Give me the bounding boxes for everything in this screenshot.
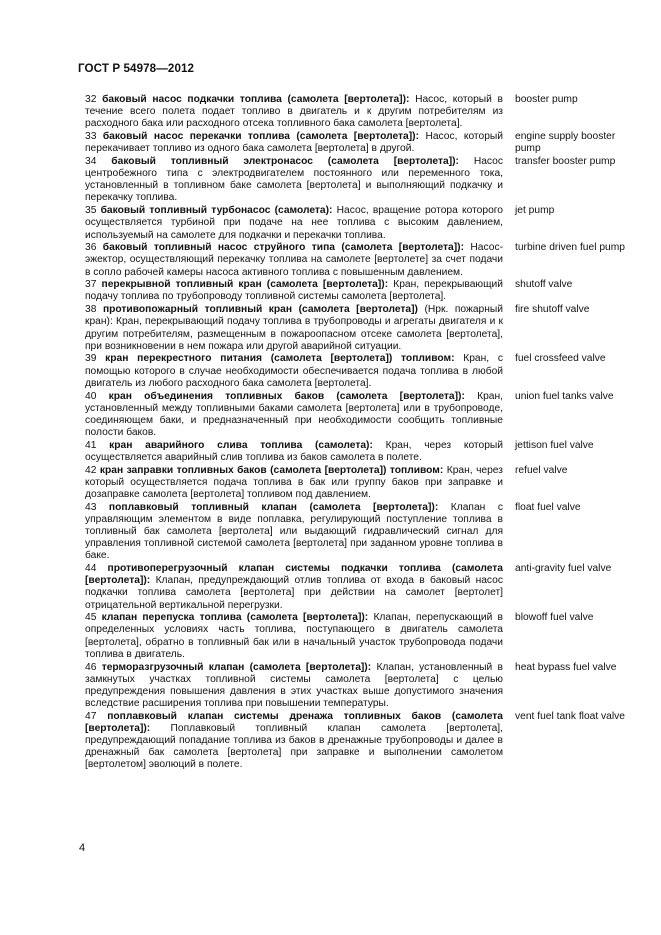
term-english: engine supply booster pump [515, 131, 616, 155]
term-definition: Клапан, перепускающий в определенных условиях часть топлива, поступающего в двигатель самолета [вертолета], обратно в топливный бак или в начальный участок трубопровода подачи топлива в двигатель. [85, 612, 504, 660]
term-definition: Насос центробежного типа с электродвигателем постоянного или переменного тока, установленный в топливном баке самолета [вертолета] и выполняющий подкачку и перекачку топлива. [85, 155, 503, 204]
term-definition: Насос, который перекачивает топливо из одного бака самолета [вертолета] в другой. [85, 131, 504, 155]
term-definition: (Нрк. пожарный кран): Кран, перекрывающий подачу топлива в трубопроводы и агрегаты двигателя и к другим потребителям, размещенным в пожароопасном отсеке самолета [вертолета], при возникновении в нем пожара или другой аварийной ситуации. [85, 304, 503, 352]
term-entry-33 [85, 131, 625, 155]
term-entry-43 [85, 502, 625, 563]
term-entry-44 [85, 563, 625, 612]
term-entry-39 [85, 353, 625, 389]
term-definition-ru [85, 711, 503, 772]
term-number: 43 [85, 501, 97, 513]
term-definition-ru [85, 353, 503, 389]
term-entry-32 [85, 94, 625, 130]
term-number: 37 [85, 279, 97, 291]
term-name: перекрывной топливный кран (самолета [вертолета]): [101, 279, 389, 291]
term-english: jettison fuel valve [515, 439, 594, 451]
term-definition-ru [85, 662, 503, 711]
term-definition: Насос, вращение ротора которого осуществляется турбиной при подаче на нее топлива с высоким давлением, используемый на самолете для подкачки и перекачки топлива. [85, 205, 503, 241]
term-english: jet pump [515, 205, 555, 217]
term-definition-ru [85, 205, 503, 241]
term-english: anti-gravity fuel valve [515, 563, 612, 575]
term-number: 46 [85, 661, 97, 673]
term-name: клапан перепуска топлива (самолета [вертолета]): [101, 612, 369, 624]
term-number: 42 [85, 464, 97, 476]
term-entry-38 [85, 304, 625, 353]
term-definition-ru [85, 94, 503, 130]
term-english: shutoff valve [515, 279, 573, 291]
term-name: кран аварийного слива топлива (самолета): [109, 439, 373, 451]
term-english: booster pump [515, 94, 578, 105]
term-english: heat bypass fuel valve [515, 661, 617, 673]
term-number: 34 [85, 155, 97, 167]
term-entry-47 [85, 711, 625, 772]
term-definition: Кран, через который осуществляется аварийный слив топлива из баков самолета в полете. [85, 439, 503, 463]
term-definition: Насос, который в течение всего полета подает топливо в двигатель и к другим потребителям из расходного бака или расходного отсека топливного бака самолета [вертолета]. [85, 94, 503, 130]
term-english: vent fuel tank float valve [515, 710, 625, 722]
term-number: 45 [85, 612, 97, 624]
term-entry-37 [85, 279, 625, 303]
term-name: баковый насос перекачки топлива (самолета [вертолета]): [102, 131, 420, 143]
term-definition-ru [85, 502, 503, 563]
term-definition-ru [85, 304, 503, 353]
term-number: 40 [85, 390, 97, 402]
term-definition: Насос-эжектор, осуществляющий перекачку топлива на самолете [вертолете] за счет подачи в сопло рабочей камеры насоса активного топлива с повышенным давлением. [85, 242, 503, 278]
page-number: 4 [79, 842, 86, 854]
term-english: fuel crossfeed valve [515, 353, 606, 365]
term-name: противоперегрузочный клапан системы подкачки топлива (самолета [вертолета]): [85, 563, 503, 587]
term-entry-46 [85, 662, 625, 711]
term-entry-45 [85, 612, 625, 661]
term-definition: Кран, установленный между топливными баками самолета [вертолета] или в трубопроводе, соединяющем баки, и предназначенный при необходимости сообщить топливные полости баков. [85, 390, 504, 438]
term-definition-ru [85, 156, 503, 205]
term-english: transfer booster pump [515, 155, 616, 167]
term-number: 33 [85, 131, 97, 143]
term-number: 36 [85, 242, 97, 254]
term-name: кран заправки топливных баков (самолета [вертолета]) топливом: [99, 464, 444, 476]
term-entry-34 [85, 156, 625, 205]
term-name: поплавковый топливный клапан (самолета [вертолета]): [108, 501, 439, 513]
term-entry-35 [85, 205, 625, 241]
term-english: turbine driven fuel pump [515, 242, 625, 254]
term-english: blowoff fuel valve [515, 612, 594, 624]
term-number: 47 [85, 710, 97, 722]
term-english: float fuel valve [515, 501, 581, 513]
term-definition: Кран, с помощью которого в случае необходимости обеспечивается подача топлива в любой двигатель из любого расходного бака самолета [вертолета]. [85, 353, 503, 389]
term-english: union fuel tanks valve [515, 390, 614, 402]
term-number: 35 [85, 205, 97, 217]
term-definition-ru [85, 465, 503, 501]
term-name: баковый топливный электронасос (самолета [вертолета]): [111, 155, 459, 167]
term-number: 32 [85, 94, 97, 105]
term-definition: Клапан, предупреждающий отлив топлива от входа в баковый насос подкачки топлива самолета [вертолета] при действии на самолет [вертолет] отрицательной вертикальной перегрузки. [85, 575, 503, 611]
term-number: 44 [85, 563, 97, 575]
term-definition: Кран, через который осуществляется подача топлива в бак или группу баков при заправке и дозаправке самолета [вертолета] топливом под давлением. [85, 464, 503, 500]
term-number: 39 [85, 353, 97, 365]
term-definition-ru [85, 563, 503, 612]
term-name: поплавковый клапан системы дренажа топливных баков (самолета [вертолета]): [85, 710, 503, 734]
term-definition-ru [85, 242, 503, 278]
term-entry-40 [85, 391, 625, 440]
term-entry-41 [85, 440, 625, 464]
term-english: refuel valve [515, 464, 568, 476]
term-name: терморазгрузочный клапан (самолета [вертолета]): [101, 661, 372, 673]
term-list [85, 94, 625, 772]
term-name: противопожарный топливный кран (самолета [вертолета]) [102, 304, 418, 316]
term-definition-ru [85, 131, 503, 155]
term-definition-ru [85, 612, 503, 661]
term-definition: Клапан с управляющим элементом в виде поплавка, регулирующий поступление топлива в топливный бак самолета [вертолета] или выдающий гидравлический сигнал для управления топливной системой самолета [вертолета] при заданном уровне топлива в баке. [85, 501, 503, 562]
term-name: баковый топливный насос струйного типа (самолета [вертолета]): [102, 242, 465, 254]
term-number: 41 [85, 439, 97, 451]
term-definition: Поплавковый топливный клапан самолета [вертолета], предупреждающий попадание топлива из баков в дренажные трубопроводы и далее в дренажный бак самолета [вертолета] при заправке и выполнении самолетом [вертолетом] эволюций в полете. [85, 722, 503, 771]
term-name: баковый топливный турбонасос (самолета): [100, 205, 333, 217]
term-entry-36 [85, 242, 625, 278]
term-name: баковый насос подкачки топлива (самолета [вертолета]): [102, 94, 410, 105]
term-definition: Клапан, установленный в замкнутых участках топливной системы самолета [вертолета] с целью предупреждения повышения давления в этих участках выше допустимого значения вследствие расширения топлива при повышении температуры. [85, 661, 503, 709]
term-definition-ru [85, 391, 503, 440]
term-english: fire shutoff valve [515, 304, 590, 316]
term-definition-ru [85, 440, 503, 464]
term-name: кран объединения топливных баков (самолета [вертолета]): [108, 390, 465, 402]
term-number: 38 [85, 304, 97, 316]
term-entry-42 [85, 465, 625, 501]
term-definition: Кран, перекрывающий подачу топлива по трубопроводу топливной системы самолета [вертолета]. [85, 279, 503, 303]
standard-designation: ГОСТ Р 54978—2012 [78, 62, 195, 75]
term-name: кран перекрестного питания (самолета [вертолета]) топливом: [105, 353, 455, 365]
term-definition-ru [85, 279, 503, 303]
